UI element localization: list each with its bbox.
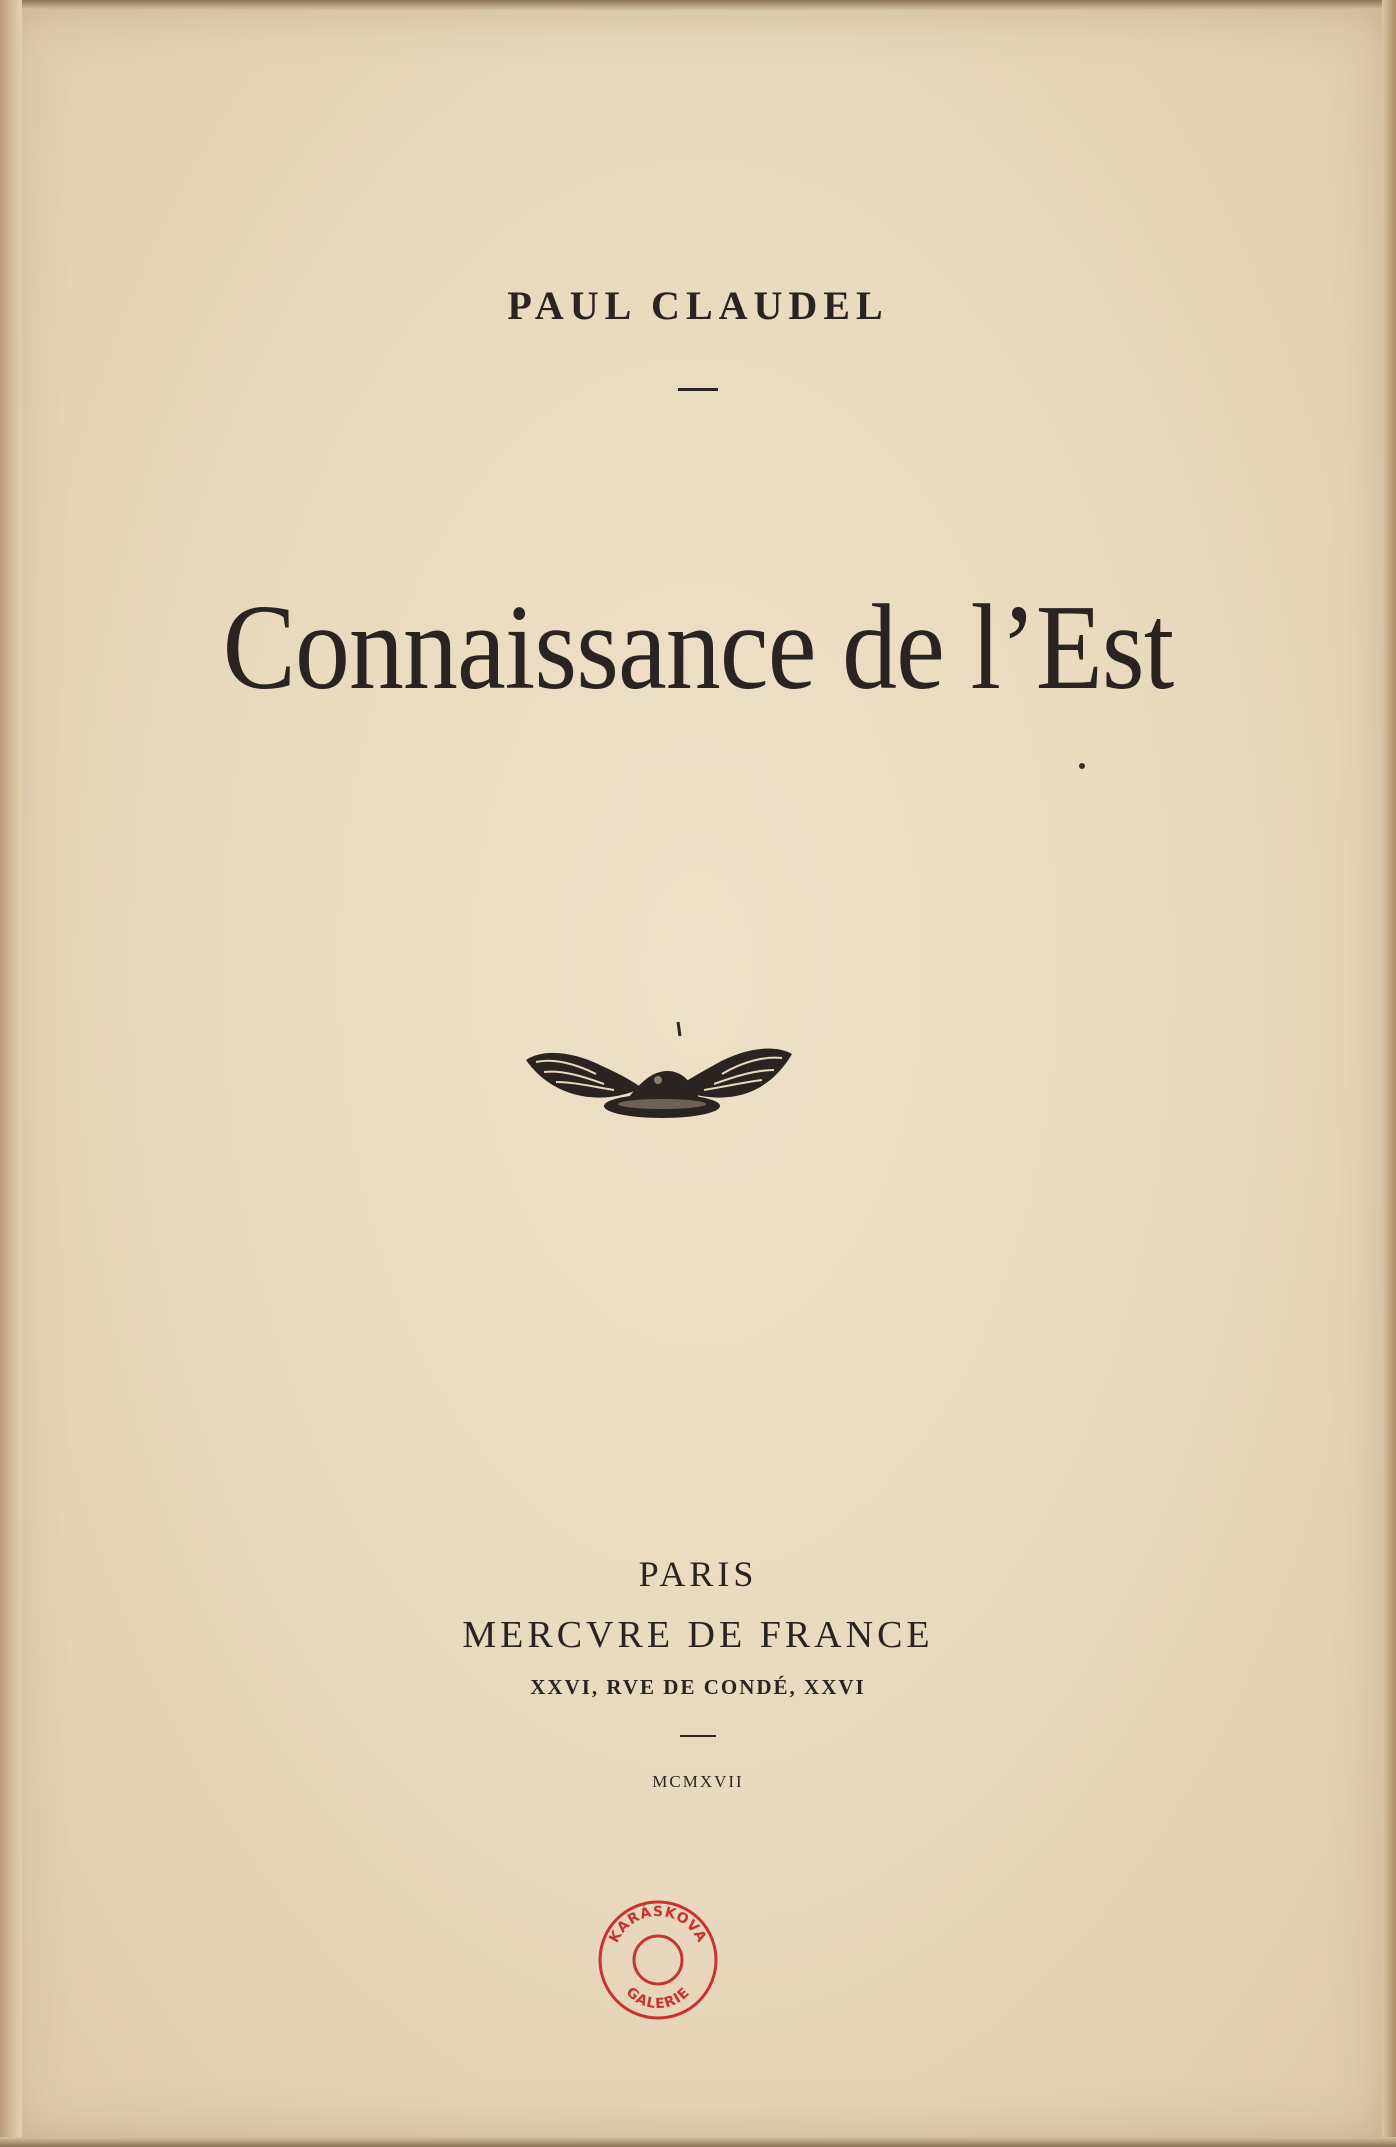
library-stamp-icon: [590, 1890, 725, 2025]
svg-text:GALERIE: GALERIE: [622, 1984, 694, 2013]
book-title: Connaissance de l’Est: [222, 580, 1174, 715]
svg-text:KARÁSKOVA: KARÁSKOVA: [606, 1903, 710, 1946]
winged-hat-ornament-icon: [524, 1022, 794, 1132]
page-top-edge: [0, 0, 1396, 10]
imprint-divider: [680, 1735, 716, 1737]
publisher-address: XXVI, RVE DE CONDÉ, XXVI: [530, 1675, 866, 1699]
author-divider: [678, 388, 718, 391]
publication-year: MCMXVII: [652, 1772, 744, 1791]
publisher-city: PARIS: [638, 1554, 758, 1594]
ink-speck: [1079, 763, 1085, 769]
page-bottom-edge: [0, 2137, 1396, 2147]
author-name: PAUL CLAUDEL: [507, 283, 889, 328]
publisher-name: MERCVRE DE FRANCE: [462, 1614, 934, 1656]
